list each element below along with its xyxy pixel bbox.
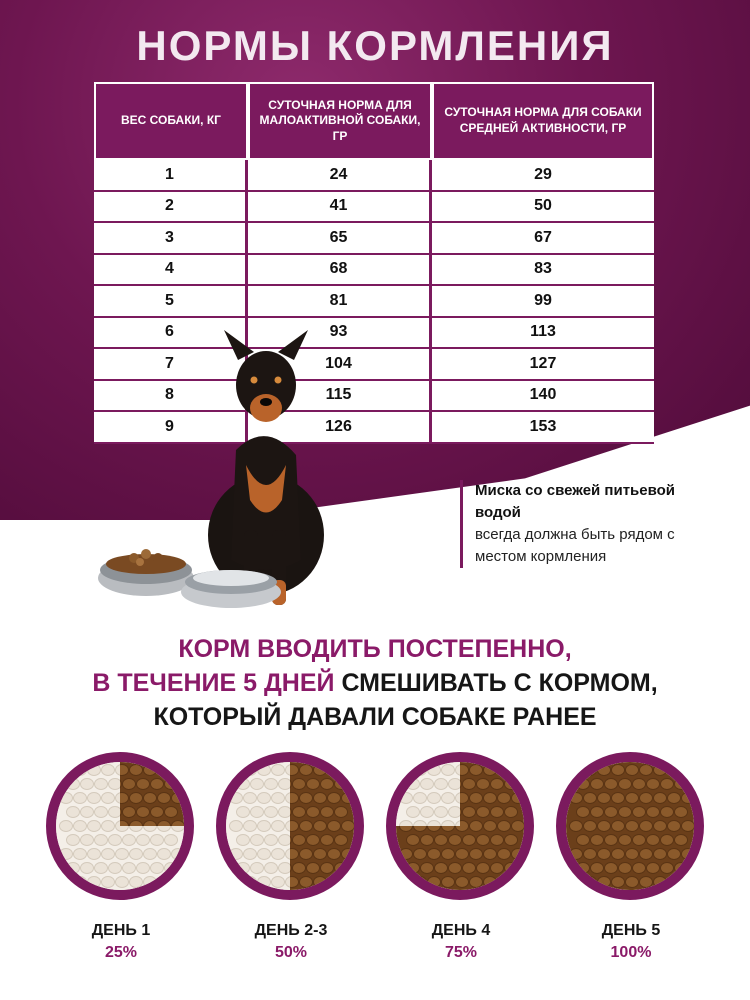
day-step	[556, 752, 706, 962]
water-note-text: всегда должна быть рядом с местом кормления	[475, 526, 675, 565]
medium-activity-cell: 153	[432, 412, 654, 444]
table-row	[94, 223, 654, 255]
medium-activity-cell: 83	[432, 255, 654, 287]
day-label: ДЕНЬ 4	[431, 922, 491, 939]
water-note-bold: Миска со свежей питьевой водой	[475, 482, 676, 521]
weight-cell: 2	[94, 192, 248, 224]
table-row	[94, 255, 654, 287]
food-mix-circle	[216, 752, 364, 900]
headline-line3: КОТОРЫЙ ДАВАЛИ СОБАКЕ РАНЕЕ	[153, 703, 597, 731]
medium-activity-cell: 113	[432, 318, 654, 350]
weight-cell: 5	[94, 286, 248, 318]
table-row	[94, 160, 654, 192]
headline-line2-accent: В ТЕЧЕНИЕ 5 ДНЕЙ	[92, 669, 335, 697]
water-note	[460, 480, 700, 568]
page-title: НОРМЫ КОРМЛЕНИЯ	[136, 22, 614, 69]
transition-headline	[0, 632, 750, 734]
low-activity-cell: 115	[248, 381, 432, 413]
day-percent: 50%	[274, 944, 308, 961]
day-percent: 25%	[104, 944, 138, 961]
weight-cell: 6	[94, 318, 248, 350]
header-low-activity: СУТОЧНАЯ НОРМА ДЛЯ МАЛОАКТИВНОЙ СОБАКИ, ГР	[248, 82, 432, 160]
table-header	[94, 82, 654, 160]
low-activity-cell: 65	[248, 223, 432, 255]
low-activity-cell: 104	[248, 349, 432, 381]
headline-line2-text: СМЕШИВАТЬ С КОРМОМ,	[334, 669, 658, 697]
dog-illustration	[96, 330, 346, 620]
weight-cell: 7	[94, 349, 248, 381]
low-activity-cell: 24	[248, 160, 432, 192]
table-row	[94, 286, 654, 318]
day-step	[216, 752, 366, 962]
day-percent: 100%	[610, 944, 652, 961]
food-mix-circle	[556, 752, 704, 900]
headline-line1: КОРМ ВВОДИТЬ ПОСТЕПЕННО,	[178, 635, 572, 663]
weight-cell: 3	[94, 223, 248, 255]
food-mix-circle	[46, 752, 194, 900]
medium-activity-cell: 50	[432, 192, 654, 224]
weight-cell: 9	[94, 412, 248, 444]
low-activity-cell: 93	[248, 318, 432, 350]
day-label: ДЕНЬ 1	[91, 922, 151, 939]
medium-activity-cell: 127	[432, 349, 654, 381]
medium-activity-cell: 67	[432, 223, 654, 255]
low-activity-cell: 126	[248, 412, 432, 444]
header-medium-activity: СУТОЧНАЯ НОРМА ДЛЯ СОБАКИ СРЕДНЕЙ АКТИВНОСТИ, ГР	[432, 82, 654, 160]
weight-cell: 1	[94, 160, 248, 192]
day-step	[46, 752, 196, 962]
header-weight: ВЕС СОБАКИ, КГ	[94, 82, 248, 160]
low-activity-cell: 81	[248, 286, 432, 318]
weight-cell: 4	[94, 255, 248, 287]
day-percent: 75%	[444, 944, 478, 961]
day-label: ДЕНЬ 2-3	[254, 922, 328, 939]
medium-activity-cell: 29	[432, 160, 654, 192]
low-activity-cell: 68	[248, 255, 432, 287]
day-steps	[46, 752, 716, 982]
low-activity-cell: 41	[248, 192, 432, 224]
table-row	[94, 192, 654, 224]
medium-activity-cell: 99	[432, 286, 654, 318]
day-step	[386, 752, 536, 962]
weight-cell: 8	[94, 381, 248, 413]
medium-activity-cell: 140	[432, 381, 654, 413]
day-label: ДЕНЬ 5	[601, 922, 661, 939]
food-mix-circle	[386, 752, 534, 900]
